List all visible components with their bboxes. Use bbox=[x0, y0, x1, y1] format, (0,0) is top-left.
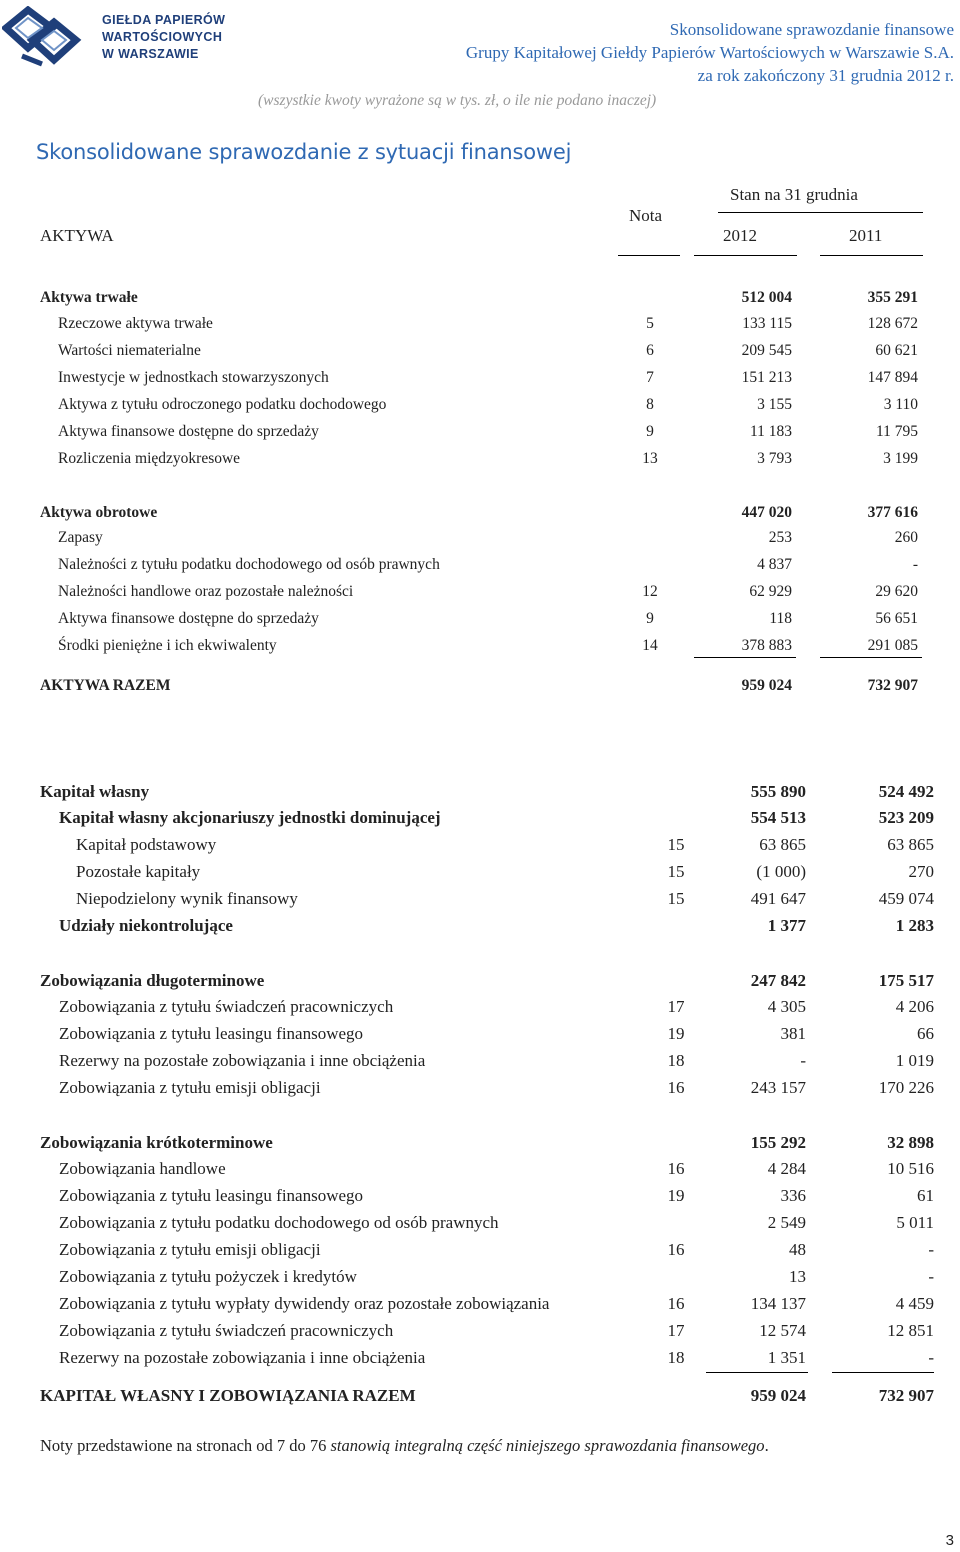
table-row bbox=[0, 579, 960, 605]
row-label: Inwestycje w jednostkach stowarzyszonych bbox=[58, 369, 329, 386]
value-2011: 29 620 bbox=[875, 583, 918, 600]
row-label: Zobowiązania z tytułu emisji obligacji bbox=[59, 1078, 321, 1097]
assets-sum-underline-2011 bbox=[820, 657, 922, 658]
row-label: Zobowiązania długoterminowe bbox=[40, 971, 265, 990]
value-2012: 134 137 bbox=[750, 1294, 806, 1313]
statement-title: Skonsolidowane sprawozdanie z sytuacji finansowej bbox=[36, 140, 572, 164]
value-2012: 554 513 bbox=[750, 808, 806, 827]
value-2011: - bbox=[928, 1240, 934, 1259]
row-label: Kapitał własny akcjonariuszy jednostki dominującej bbox=[59, 808, 441, 827]
row-label: KAPITAŁ WŁASNY I ZOBOWIĄZANIA RAZEM bbox=[40, 1386, 416, 1405]
value-2012: 4 284 bbox=[767, 1159, 806, 1178]
value-2012: 959 024 bbox=[741, 677, 792, 694]
row-label: Rzeczowe aktywa trwałe bbox=[58, 315, 213, 332]
value-2011: 56 651 bbox=[875, 610, 918, 627]
row-note: 16 bbox=[667, 1159, 685, 1178]
table-row bbox=[0, 805, 960, 831]
table-row bbox=[0, 1021, 960, 1047]
value-2011: 270 bbox=[908, 862, 934, 881]
table-row bbox=[0, 285, 960, 311]
row-label: Aktywa finansowe dostępne do sprzedaży bbox=[58, 423, 319, 440]
footer-note-italic: stanowią integralną część niniejszego sprawozdania finansowego bbox=[330, 1436, 765, 1455]
table-row bbox=[0, 419, 960, 445]
note-underline bbox=[618, 255, 680, 256]
row-label: Należności handlowe oraz pozostałe należności bbox=[58, 583, 354, 600]
row-note: 5 bbox=[646, 315, 654, 332]
value-2012: 381 bbox=[780, 1024, 806, 1043]
row-label: Zapasy bbox=[58, 529, 103, 546]
value-2012: 151 213 bbox=[741, 369, 792, 386]
value-2012: - bbox=[800, 1051, 806, 1070]
value-2012: 253 bbox=[768, 529, 792, 546]
row-label: Zobowiązania z tytułu wypłaty dywidendy oraz pozostałe zobowiązania bbox=[59, 1294, 550, 1313]
footer-note bbox=[40, 1436, 769, 1456]
table-row bbox=[0, 832, 960, 858]
value-2012: 1 351 bbox=[767, 1348, 806, 1367]
table-row bbox=[0, 673, 960, 699]
value-2012: 4 305 bbox=[767, 997, 806, 1016]
row-note: 16 bbox=[667, 1078, 685, 1097]
table-row bbox=[0, 552, 960, 578]
value-2011: 66 bbox=[917, 1024, 934, 1043]
row-label: Zobowiązania handlowe bbox=[59, 1159, 226, 1178]
value-2011: 175 517 bbox=[878, 971, 934, 990]
table-row bbox=[0, 365, 960, 391]
table-row bbox=[0, 1183, 960, 1209]
value-2012: 1 377 bbox=[767, 916, 806, 935]
logo-line-3: W WARSZAWIE bbox=[102, 47, 199, 61]
row-label: Aktywa finansowe dostępne do sprzedaży bbox=[58, 610, 319, 627]
value-2011: 355 291 bbox=[867, 289, 918, 306]
value-2012: 3 155 bbox=[757, 396, 792, 413]
row-note: 15 bbox=[667, 889, 685, 908]
row-label: Zobowiązania z tytułu świadczeń pracowniczych bbox=[59, 1321, 394, 1340]
footer-note-end: . bbox=[764, 1436, 769, 1455]
table-row bbox=[0, 779, 960, 805]
value-2011: - bbox=[928, 1348, 934, 1367]
row-note: 15 bbox=[667, 862, 685, 881]
table-row bbox=[0, 994, 960, 1020]
value-2012: 155 292 bbox=[750, 1133, 806, 1152]
row-note: 9 bbox=[646, 423, 654, 440]
row-note: 18 bbox=[667, 1051, 685, 1070]
row-note: 19 bbox=[667, 1024, 685, 1043]
year-2012-underline bbox=[694, 255, 797, 256]
logo-line-1: GIEŁDA PAPIERÓW bbox=[102, 13, 226, 27]
row-label: Rozliczenia międzyokresowe bbox=[58, 450, 241, 467]
row-note: 16 bbox=[667, 1240, 685, 1259]
year-2012-heading: 2012 bbox=[723, 226, 757, 245]
row-label: Zobowiązania z tytułu świadczeń pracowniczych bbox=[59, 997, 394, 1016]
value-2012: 133 115 bbox=[742, 315, 792, 332]
value-2011: 170 226 bbox=[878, 1078, 934, 1097]
value-2011: 61 bbox=[917, 1186, 934, 1205]
value-2011: 128 672 bbox=[867, 315, 918, 332]
table-row bbox=[0, 1130, 960, 1156]
value-2012: 447 020 bbox=[741, 504, 792, 521]
table-row bbox=[0, 392, 960, 418]
table-row bbox=[0, 1383, 960, 1409]
row-label: Aktywa trwałe bbox=[40, 289, 138, 306]
table-row bbox=[0, 633, 960, 659]
report-title-line-3: za rok zakończony 31 grudnia 2012 r. bbox=[697, 66, 954, 85]
value-2011: 3 199 bbox=[883, 450, 918, 467]
table-row bbox=[0, 525, 960, 551]
value-2011: 377 616 bbox=[867, 504, 918, 521]
row-note: 12 bbox=[642, 583, 658, 600]
value-2012: 118 bbox=[769, 610, 792, 627]
table-row bbox=[0, 913, 960, 939]
table-row bbox=[0, 1048, 960, 1074]
row-label: Zobowiązania z tytułu leasingu finansowego bbox=[59, 1024, 364, 1043]
amounts-note: (wszystkie kwoty wyrażone są w tys. zł, o ile nie podano inaczej) bbox=[258, 92, 657, 109]
value-2011: 291 085 bbox=[867, 637, 918, 654]
table-row bbox=[0, 1264, 960, 1290]
value-2012: 378 883 bbox=[741, 637, 792, 654]
assets-heading: AKTYWA bbox=[40, 226, 114, 245]
value-2011: 63 865 bbox=[887, 835, 934, 854]
value-2012: 336 bbox=[780, 1186, 806, 1205]
row-note: 8 bbox=[646, 396, 654, 413]
value-2011: 3 110 bbox=[883, 396, 918, 413]
table-row bbox=[0, 1075, 960, 1101]
value-2011: 4 206 bbox=[895, 997, 934, 1016]
period-underline bbox=[718, 212, 923, 213]
row-label: Rezerwy na pozostałe zobowiązania i inne obciążenia bbox=[59, 1051, 426, 1070]
value-2012: 3 793 bbox=[757, 450, 792, 467]
value-2011: 32 898 bbox=[887, 1133, 934, 1152]
row-note: 17 bbox=[667, 1321, 685, 1340]
row-label: AKTYWA RAZEM bbox=[40, 677, 171, 694]
row-note: 17 bbox=[667, 997, 685, 1016]
row-note: 7 bbox=[646, 369, 654, 386]
value-2011: 12 851 bbox=[887, 1321, 934, 1340]
value-2012: 555 890 bbox=[750, 782, 806, 801]
row-label: Zobowiązania z tytułu pożyczek i kredytów bbox=[59, 1267, 357, 1286]
value-2011: 524 492 bbox=[878, 782, 934, 801]
value-2012: (1 000) bbox=[756, 862, 806, 881]
table-row bbox=[0, 968, 960, 994]
value-2012: 48 bbox=[789, 1240, 806, 1259]
row-label: Aktywa z tytułu odroczonego podatku dochodowego bbox=[58, 396, 387, 413]
row-label: Zobowiązania z tytułu podatku dochodowego od osób prawnych bbox=[59, 1213, 499, 1232]
table-row bbox=[0, 1291, 960, 1317]
row-label: Niepodzielony wynik finansowy bbox=[76, 889, 298, 908]
table-row bbox=[0, 446, 960, 472]
logo-line-2: WARTOŚCIOWYCH bbox=[102, 30, 223, 44]
note-heading: Nota bbox=[629, 206, 663, 225]
liab-sum-underline-2012 bbox=[706, 1372, 808, 1373]
row-note: 19 bbox=[667, 1186, 685, 1205]
value-2011: - bbox=[912, 556, 918, 573]
value-2011: 732 907 bbox=[878, 1386, 934, 1405]
value-2012: 243 157 bbox=[750, 1078, 806, 1097]
gpw-logo-icon bbox=[2, 6, 90, 68]
row-note: 6 bbox=[646, 342, 654, 359]
value-2012: 63 865 bbox=[759, 835, 806, 854]
value-2012: 512 004 bbox=[741, 289, 792, 306]
value-2012: 11 183 bbox=[749, 423, 792, 440]
value-2012: 62 929 bbox=[749, 583, 792, 600]
value-2011: 459 074 bbox=[878, 889, 934, 908]
row-label: Kapitał własny bbox=[40, 782, 150, 801]
footer-note-plain: Noty przedstawione na stronach od 7 do 76 bbox=[40, 1436, 331, 1455]
table-row bbox=[0, 500, 960, 526]
value-2011: 732 907 bbox=[867, 677, 918, 694]
row-label: Pozostałe kapitały bbox=[76, 862, 201, 881]
report-title-line-1: Skonsolidowane sprawozdanie finansowe bbox=[669, 20, 954, 39]
value-2011: 4 459 bbox=[895, 1294, 934, 1313]
value-2012: 13 bbox=[789, 1267, 806, 1286]
value-2011: 11 795 bbox=[875, 423, 918, 440]
value-2012: 959 024 bbox=[750, 1386, 806, 1405]
row-note: 14 bbox=[642, 637, 658, 654]
value-2012: 247 842 bbox=[750, 971, 806, 990]
table-row bbox=[0, 1345, 960, 1371]
value-2012: 4 837 bbox=[757, 556, 792, 573]
value-2011: 60 621 bbox=[875, 342, 918, 359]
value-2011: - bbox=[928, 1267, 934, 1286]
assets-sum-underline-2012 bbox=[694, 657, 796, 658]
table-row bbox=[0, 1237, 960, 1263]
row-note: 15 bbox=[667, 835, 685, 854]
year-2011-heading: 2011 bbox=[849, 226, 883, 245]
row-note: 9 bbox=[646, 610, 654, 627]
row-label: Zobowiązania z tytułu leasingu finansowego bbox=[59, 1186, 364, 1205]
table-row bbox=[0, 1318, 960, 1344]
row-note: 13 bbox=[642, 450, 658, 467]
value-2011: 1 283 bbox=[895, 916, 934, 935]
page-number: 3 bbox=[945, 1532, 954, 1549]
table-row bbox=[0, 606, 960, 632]
value-2011: 147 894 bbox=[867, 369, 918, 386]
row-label: Należności z tytułu podatku dochodowego od osób prawnych bbox=[58, 556, 440, 573]
table-row bbox=[0, 311, 960, 337]
value-2011: 10 516 bbox=[887, 1159, 934, 1178]
row-note: 16 bbox=[667, 1294, 685, 1313]
row-label: Środki pieniężne i ich ekwiwalenty bbox=[58, 637, 277, 654]
liab-sum-underline-2011 bbox=[832, 1372, 934, 1373]
value-2012: 491 647 bbox=[750, 889, 806, 908]
value-2012: 12 574 bbox=[759, 1321, 806, 1340]
table-row bbox=[0, 1210, 960, 1236]
year-2011-underline bbox=[820, 255, 923, 256]
row-label: Wartości niematerialne bbox=[58, 342, 201, 359]
table-row bbox=[0, 338, 960, 364]
table-row bbox=[0, 859, 960, 885]
report-title-line-2: Grupy Kapitałowej Giełdy Papierów Wartościowych w Warszawie S.A. bbox=[465, 43, 954, 62]
table-row bbox=[0, 1156, 960, 1182]
row-label: Aktywa obrotowe bbox=[40, 504, 158, 521]
row-label: Zobowiązania z tytułu emisji obligacji bbox=[59, 1240, 321, 1259]
value-2011: 523 209 bbox=[878, 808, 934, 827]
value-2011: 260 bbox=[894, 529, 918, 546]
value-2011: 1 019 bbox=[895, 1051, 934, 1070]
period-heading: Stan na 31 grudnia bbox=[730, 185, 858, 204]
row-note: 18 bbox=[667, 1348, 685, 1367]
row-label: Rezerwy na pozostałe zobowiązania i inne obciążenia bbox=[59, 1348, 426, 1367]
row-label: Udziały niekontrolujące bbox=[59, 916, 233, 935]
value-2011: 5 011 bbox=[896, 1213, 934, 1232]
value-2012: 2 549 bbox=[767, 1213, 806, 1232]
row-label: Zobowiązania krótkoterminowe bbox=[40, 1133, 273, 1152]
table-row bbox=[0, 886, 960, 912]
row-label: Kapitał podstawowy bbox=[76, 835, 217, 854]
value-2012: 209 545 bbox=[741, 342, 792, 359]
